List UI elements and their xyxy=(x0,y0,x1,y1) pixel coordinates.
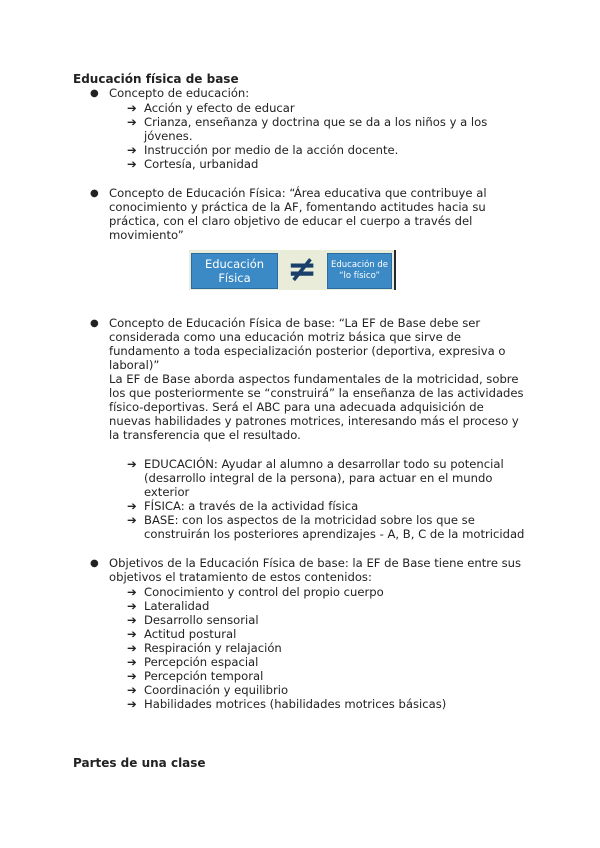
arrow-icon: ➔ xyxy=(127,613,137,627)
sub-list-text: FÍSICA: a través de la actividad física xyxy=(144,499,359,513)
diagram-box-label: Educación de xyxy=(331,260,388,270)
sub-list-text: Cortesía, urbanidad xyxy=(144,157,259,171)
sub-list-text: Crianza, enseñanza y doctrina que se da a los niños y a los xyxy=(144,115,488,129)
bullet-icon: ● xyxy=(90,88,99,99)
list-item-text: Concepto de Educación Física: “Área educativa que contribuye al xyxy=(109,186,487,200)
sub-list-text: exterior xyxy=(144,485,190,499)
arrow-icon: ➔ xyxy=(127,101,137,115)
sub-list-text: construirán los posteriores aprendizajes - A, B, C de la motricidad xyxy=(144,527,525,541)
bullet-icon: ● xyxy=(90,318,99,329)
sub-list-text: Actitud postural xyxy=(144,627,237,641)
section-title: Partes de una clase xyxy=(73,756,206,770)
list-item-text: físico-deportivas. Será el ABC para una adecuada adquisición de xyxy=(109,400,484,414)
sub-list-text: Coordinación y equilibrio xyxy=(144,683,289,697)
arrow-icon: ➔ xyxy=(127,457,137,471)
sub-list-text: Habilidades motrices (habilidades motrices básicas) xyxy=(144,697,447,711)
sub-list-text: Lateralidad xyxy=(144,599,210,613)
list-item-text: Concepto de Educación Física de base: “La EF de Base debe ser xyxy=(109,316,481,330)
diagram-box-label: Educación xyxy=(204,257,265,271)
arrow-icon: ➔ xyxy=(127,697,137,711)
sub-list-text: Conocimiento y control del propio cuerpo xyxy=(144,585,384,599)
list-item-text: la transferencia que el resultado. xyxy=(109,428,301,442)
arrow-icon: ➔ xyxy=(127,627,137,641)
list-item-text: objetivos el tratamiento de estos contenidos: xyxy=(109,570,372,584)
list-item-text: Objetivos de la Educación Física de base: la EF de Base tiene entre sus xyxy=(109,556,522,570)
arrow-icon: ➔ xyxy=(127,115,137,129)
bullet-icon: ● xyxy=(90,188,99,199)
arrow-icon: ➔ xyxy=(127,683,137,697)
list-item-text: práctica, con el claro objetivo de educar el cuerpo a través del xyxy=(109,214,473,228)
diagram-box-educacion-lo-fisico xyxy=(327,253,392,289)
list-item-text: los que posteriormente se “construirá” la enseñanza de las actividades xyxy=(109,386,524,400)
sub-list-text: BASE: con los aspectos de la motricidad sobre los que se xyxy=(144,513,475,527)
sub-list-text: Percepción espacial xyxy=(144,655,259,669)
sub-list-text: Instrucción por medio de la acción docente. xyxy=(144,143,399,157)
arrow-icon: ➔ xyxy=(127,641,137,655)
sub-list-text: EDUCACIÓN: Ayudar al alumno a desarrollar todo su potencial xyxy=(144,457,504,471)
sub-list-text: Respiración y relajación xyxy=(144,641,282,655)
sub-list-text: Acción y efecto de educar xyxy=(144,101,295,115)
arrow-icon: ➔ xyxy=(127,655,137,669)
list-item-text: Concepto de educación: xyxy=(109,86,250,100)
not-equal-icon: ≠ xyxy=(286,249,318,290)
arrow-icon: ➔ xyxy=(127,669,137,683)
arrow-icon: ➔ xyxy=(127,157,137,171)
sub-list-text: Percepción temporal xyxy=(144,669,264,683)
arrow-icon: ➔ xyxy=(127,585,137,599)
diagram-box-educacion-fisica xyxy=(191,253,278,289)
list-item-text: nuevas habilidades y patrones motrices, interesando más el proceso y xyxy=(109,414,519,428)
arrow-icon: ➔ xyxy=(127,599,137,613)
list-item-text: conocimiento y práctica de la AF, fomentando actitudes hacia su xyxy=(109,200,486,214)
list-item-text: fundamento a toda especialización posterior (deportiva, expresiva o xyxy=(109,344,506,358)
sub-list-text: (desarrollo integral de la persona), para actuar en el mundo xyxy=(144,471,493,485)
sub-list-text: Desarrollo sensorial xyxy=(144,613,259,627)
section-title: Educación física de base xyxy=(73,72,239,86)
diagram-box-label: Física xyxy=(218,271,251,285)
sub-list-text: jóvenes. xyxy=(144,129,193,143)
list-item-text: movimiento” xyxy=(109,228,184,242)
arrow-icon: ➔ xyxy=(127,513,137,527)
bullet-icon: ● xyxy=(90,558,99,569)
arrow-icon: ➔ xyxy=(127,499,137,513)
list-item-text: laboral)” xyxy=(109,358,160,372)
list-item-text: considerada como una educación motriz básica que sirve de xyxy=(109,330,461,344)
list-item-text: La EF de Base aborda aspectos fundamentales de la motricidad, sobre xyxy=(109,372,519,386)
arrow-icon: ➔ xyxy=(127,143,137,157)
education-diagram xyxy=(189,250,396,290)
diagram-box-label: “lo físico” xyxy=(339,271,380,281)
